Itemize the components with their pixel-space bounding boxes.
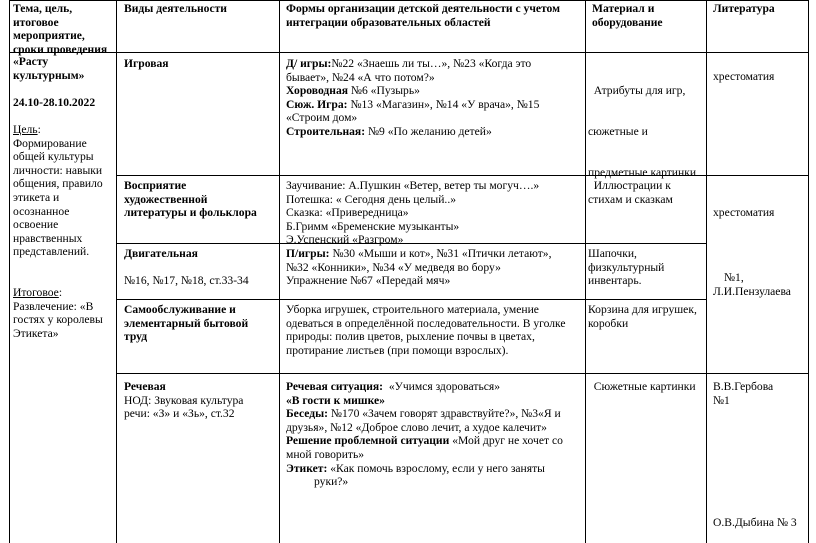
forms-text: Уборка игрушек, строительного материала, умение bbox=[286, 303, 539, 316]
goal-line: общей культуры bbox=[13, 150, 94, 164]
material-line: предметные картинки bbox=[588, 165, 697, 179]
activity-reading-line: художественной bbox=[124, 192, 208, 206]
goal-line: осознанное bbox=[13, 204, 70, 218]
table-border bbox=[116, 299, 706, 300]
literature-motor bbox=[713, 271, 791, 298]
literature-text: В.В.Гербова bbox=[713, 380, 774, 393]
activity-speech bbox=[124, 380, 243, 421]
table-border bbox=[116, 175, 809, 176]
forms-label: Д/ игры: bbox=[286, 57, 332, 70]
theme-title: «Расту bbox=[13, 55, 49, 68]
header-activity-text: Виды деятельности bbox=[124, 2, 227, 15]
header-theme bbox=[13, 2, 107, 56]
theme-title: культурным» bbox=[13, 68, 85, 82]
table-border bbox=[706, 0, 707, 543]
forms-text: Упражнение №67 «Передай мяч» bbox=[286, 274, 451, 288]
activity-speech-line: НОД: Звуковая культура bbox=[124, 393, 244, 407]
forms-label: Этикет: bbox=[286, 461, 328, 475]
material-line: Иллюстрации к bbox=[588, 179, 671, 192]
goal-line: этикета и bbox=[13, 190, 60, 204]
final-label: Итоговое bbox=[13, 286, 59, 300]
forms-speech bbox=[286, 380, 563, 489]
material-motor bbox=[588, 247, 664, 288]
forms-label: Сюж. Игра: bbox=[286, 97, 348, 111]
forms-text: №32 «Конники», №34 «У медведя во бору» bbox=[286, 260, 501, 274]
final-line: Развлечение: «В bbox=[13, 299, 94, 313]
activity-motor-ref: №16, №17, №18, ст.33-34 bbox=[124, 274, 249, 288]
forms-text: протирание листьев (при помощи взрослых). bbox=[286, 343, 509, 357]
header-theme-line: итоговое bbox=[13, 15, 59, 29]
forms-label: Решение проблемной ситуации bbox=[286, 434, 450, 448]
goal-label: Цель bbox=[13, 122, 38, 136]
activity-motor bbox=[124, 247, 249, 288]
table-border bbox=[585, 0, 586, 543]
literature-text: №1, bbox=[724, 271, 744, 284]
forms-text: природы: полив цветов, рыхление почвы в цветах, bbox=[286, 330, 535, 344]
literature-text: Л.И.Пензулаева bbox=[713, 284, 791, 298]
activity-speech-line: речи: «З» и «Зь», ст.32 bbox=[124, 407, 235, 421]
literature-game bbox=[713, 70, 774, 84]
forms-text: №22 «Знаешь ли ты…», №23 «Когда это bbox=[331, 57, 532, 70]
forms-text: мной говорить» bbox=[286, 447, 365, 461]
table-border bbox=[9, 0, 809, 1]
header-forms-line: интеграции образовательных областей bbox=[286, 15, 491, 29]
material-line: инвентарь. bbox=[588, 274, 642, 288]
activity-selfcare-line: труд bbox=[124, 330, 148, 344]
activity-motor-text: Двигательная bbox=[124, 247, 198, 260]
activity-game bbox=[124, 57, 169, 71]
forms-text: Сказка: «Привередница» bbox=[286, 206, 409, 220]
table-border bbox=[808, 0, 809, 543]
literature-text: О.В.Дыбина № 3 bbox=[713, 516, 797, 529]
header-material-line: Материал и bbox=[592, 2, 655, 15]
goal-line: нравственных bbox=[13, 231, 83, 245]
activity-speech-text: Речевая bbox=[124, 380, 166, 393]
forms-text: «Мой друг не хочет со bbox=[449, 434, 563, 448]
forms-text: «Строим дом» bbox=[286, 111, 358, 125]
forms-label: Беседы: bbox=[286, 407, 329, 421]
header-forms-line: Формы организации детской деятельности с учетом bbox=[286, 2, 561, 15]
goal-line: личности: навыки bbox=[13, 163, 103, 177]
forms-text: Б.Гримм «Бременские музыканты» bbox=[286, 219, 460, 233]
activity-reading bbox=[124, 179, 257, 220]
material-line: сюжетные и bbox=[588, 124, 648, 138]
material-line: Шапочки, bbox=[588, 247, 637, 260]
literature-text: хрестоматия bbox=[713, 70, 775, 83]
material-line: стихам и сказкам bbox=[588, 192, 673, 206]
activity-reading-line: Восприятие bbox=[124, 179, 187, 192]
forms-text: Потешка: « Сегодня день целый..» bbox=[286, 192, 457, 206]
header-activity bbox=[124, 2, 227, 16]
goal-line: освоение bbox=[13, 218, 59, 232]
forms-motor bbox=[286, 247, 552, 288]
forms-text: друзья», №12 «Доброе слово лечит, а худое калечит» bbox=[286, 420, 547, 434]
forms-text: бывает», №24 «А что потом?» bbox=[286, 70, 435, 84]
forms-game bbox=[286, 57, 539, 139]
final-line: гостях у королевы bbox=[13, 313, 103, 327]
material-line: коробки bbox=[588, 316, 629, 330]
header-theme-line: мероприятие, bbox=[13, 29, 85, 43]
forms-text: №13 «Магазин», №14 «У врача», №15 bbox=[347, 97, 540, 111]
forms-label: Хороводная bbox=[286, 84, 349, 98]
literature-speech bbox=[713, 380, 773, 407]
header-material bbox=[592, 2, 663, 29]
forms-label: «В гости к мишке» bbox=[286, 393, 385, 407]
theme-dates: 24.10-28.10.2022 bbox=[13, 95, 96, 109]
table-border bbox=[116, 373, 809, 374]
forms-text: «Как помочь взрослому, если у него заняты bbox=[327, 461, 545, 475]
theme-cell: «Расту культурным» 24.10-28.10.2022 Цель: Формирование общей культуры личности: навыки общения, правило этикета и осознанное освоение нравственных представлений. Итоговое: Развлечение: «В гостях у королевы Этикета» bbox=[13, 55, 103, 340]
material-speech bbox=[588, 380, 696, 394]
forms-text: Э.Успенский «Разгром» bbox=[286, 233, 404, 247]
material-line: Корзина для игрушек, bbox=[588, 303, 697, 316]
forms-text: Заучивание: А.Пушкин «Ветер, ветер ты могуч….» bbox=[286, 179, 540, 192]
goal-line: представлений. bbox=[13, 245, 90, 259]
header-material-line: оборудование bbox=[592, 15, 663, 29]
activity-game-text: Игровая bbox=[124, 57, 169, 70]
table-border bbox=[116, 0, 117, 543]
forms-selfcare bbox=[286, 303, 566, 357]
forms-text: одеваться в определённой последовательности. В уголке bbox=[286, 316, 566, 330]
forms-text: №9 «По желанию детей» bbox=[365, 124, 492, 138]
forms-text: №170 «Зачем говорят здравствуйте?», №3«Я и bbox=[328, 407, 561, 421]
literature-text: хрестоматия bbox=[713, 206, 775, 219]
header-literature bbox=[713, 2, 775, 16]
header-theme-line: Тема, цель, bbox=[13, 2, 73, 15]
material-line: Атрибуты для игр, bbox=[588, 84, 686, 98]
forms-text: руки?» bbox=[314, 475, 349, 489]
material-line: Сюжетные картинки bbox=[588, 380, 696, 393]
literature-speech-bottom bbox=[713, 516, 797, 530]
material-reading bbox=[588, 179, 673, 206]
forms-text: №30 «Мыши и кот», №31 «Птички летают», bbox=[329, 247, 552, 260]
literature-text: №1 bbox=[713, 393, 730, 407]
material-line: физкультурный bbox=[588, 260, 665, 274]
goal-line: общения, правило bbox=[13, 177, 103, 191]
header-literature-text: Литература bbox=[713, 2, 775, 15]
activity-reading-line: литературы и фольклора bbox=[124, 206, 257, 220]
forms-text: «Учимся здороваться» bbox=[383, 380, 501, 393]
activity-selfcare-line: Самообслуживание и bbox=[124, 303, 236, 316]
forms-text: №6 «Пузырь» bbox=[348, 84, 420, 98]
activity-selfcare bbox=[124, 303, 248, 344]
header-forms bbox=[286, 2, 560, 29]
activity-selfcare-line: элементарный бытовой bbox=[124, 316, 249, 330]
goal-line: Формирование bbox=[13, 136, 87, 150]
table-border bbox=[9, 0, 10, 543]
material-selfcare bbox=[588, 303, 697, 330]
forms-label: П/игры: bbox=[286, 247, 330, 260]
forms-label: Речевая ситуация: bbox=[286, 380, 384, 393]
final-line: Этикета» bbox=[13, 326, 59, 340]
header-theme-line: сроки проведения bbox=[13, 42, 108, 56]
forms-label: Строительная: bbox=[286, 124, 366, 138]
table-border bbox=[9, 52, 809, 53]
literature-reading bbox=[713, 206, 774, 220]
forms-reading bbox=[286, 179, 539, 247]
table-border bbox=[279, 0, 280, 543]
